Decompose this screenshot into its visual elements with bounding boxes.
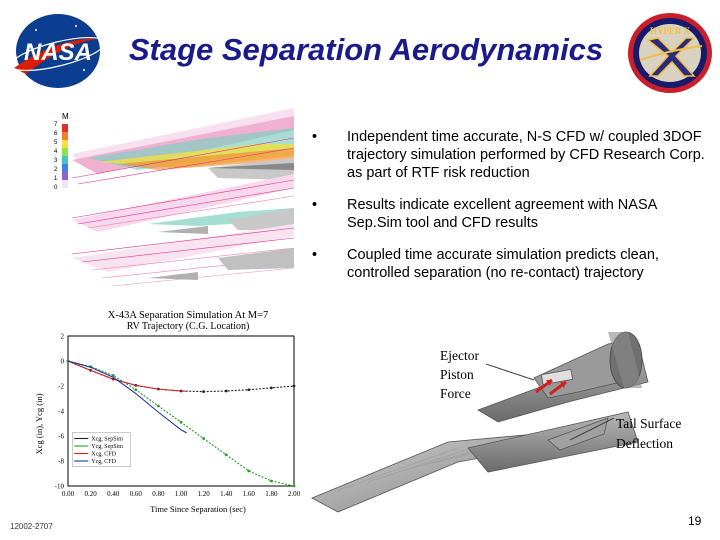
colorbar-tick-label: 2 — [54, 167, 58, 173]
chart-subtitle: RV Trajectory (C.G. Location) — [126, 321, 250, 332]
series-point — [225, 453, 228, 456]
y-tick-label: -10 — [54, 482, 64, 491]
ejector-callout: Ejector Piston Force — [440, 348, 479, 401]
y-tick-label: 0 — [60, 357, 64, 366]
series-point — [270, 480, 273, 483]
x-tick-label: 1.60 — [242, 490, 255, 498]
bullet-item-1 — [312, 128, 712, 184]
series-point — [225, 390, 228, 393]
x-tick-label: 0.40 — [107, 490, 120, 498]
nasa-logo — [6, 8, 110, 94]
y-tick-label: -2 — [58, 382, 64, 391]
colorbar-ticks — [56, 122, 66, 194]
y-tick-label: 2 — [60, 332, 64, 341]
svg-text:HYPER X: HYPER X — [649, 26, 691, 36]
x-tick-label: 1.80 — [265, 490, 278, 498]
series-point — [202, 390, 205, 393]
y-tick-label: -4 — [58, 407, 64, 416]
colorbar-tick-label: 1 — [54, 176, 58, 182]
y-tick-label: -8 — [58, 457, 64, 466]
series-point — [202, 437, 205, 440]
chart-ylabel: Xcg (in), Ycg (in) — [34, 393, 44, 455]
legend-label: Ycg, CFD — [91, 459, 116, 466]
bullet-text: Coupled time accurate simulation predicts clean, controlled separation (no re-contact) trajectory — [347, 247, 659, 281]
tail-callout: Tail Surface Deflection — [616, 416, 682, 451]
chart-title: X-43A Separation Simulation At M=7 — [107, 310, 269, 321]
cfd-contour-plot — [58, 108, 294, 292]
legend-label: Xcg, CFD — [91, 451, 116, 458]
series-point — [293, 385, 296, 388]
bullet-marker: • — [312, 247, 318, 263]
colorbar-tick-label: 7 — [54, 122, 58, 128]
y-tick-label: -6 — [58, 432, 64, 441]
bullet-text: Independent time accurate, N-S CFD w/ coupled 3DOF trajectory simulation performed by CFD Research Corp. as part of RTF risk reduction — [347, 129, 705, 181]
chart-xlabel: Time Since Separation (sec) — [150, 504, 246, 514]
x-tick-label: 0.80 — [152, 490, 165, 498]
cfd-flowfield-image — [54, 108, 294, 292]
x-tick-label: 1.40 — [220, 490, 233, 498]
slide-title: Stage Separation Aerodynamics — [128, 32, 604, 67]
bullet-item-2 — [312, 196, 712, 234]
colorbar-tick-label: 6 — [54, 131, 58, 137]
series-point — [180, 421, 183, 424]
x-tick-label: 1.00 — [174, 490, 188, 498]
series-point — [247, 388, 250, 391]
x-tick-label: 1.20 — [197, 490, 210, 498]
colorbar-tick-label: 4 — [54, 149, 58, 155]
colorbar-tick-label: 3 — [54, 158, 58, 164]
trajectory-chart — [28, 306, 308, 516]
x-tick-label: 0.20 — [84, 490, 97, 498]
bullet-marker: • — [312, 197, 318, 213]
bullet-marker: • — [312, 129, 318, 145]
colorbar-tick-label: 5 — [54, 140, 58, 146]
page-number: 19 — [688, 514, 702, 528]
bullet-text: Results indicate excellent agreement with NASA Sep.Sim tool and CFD results — [347, 197, 657, 231]
colorbar-tick-label: 0 — [54, 185, 58, 191]
mach-colorbar — [54, 112, 80, 196]
series-point — [134, 388, 137, 391]
series-point — [157, 405, 160, 408]
x-tick-label: 0.60 — [129, 490, 142, 498]
series-point — [270, 386, 273, 389]
hyper-x-logo — [624, 10, 716, 96]
svg-text:NASA: NASA — [23, 39, 93, 66]
chart-legend — [72, 433, 130, 467]
colorbar-title: M — [62, 112, 69, 121]
series-point — [293, 485, 296, 488]
x-tick-label: 0.00 — [61, 490, 75, 498]
bullet-item-3 — [312, 246, 712, 284]
legend-label: Ycg, SepSim — [91, 444, 123, 451]
legend-label: Xcg, SepSim — [91, 436, 123, 443]
series-point — [247, 470, 250, 473]
footer-code: 12002-2707 — [10, 522, 53, 531]
x-tick-label: 2.00 — [287, 490, 301, 498]
